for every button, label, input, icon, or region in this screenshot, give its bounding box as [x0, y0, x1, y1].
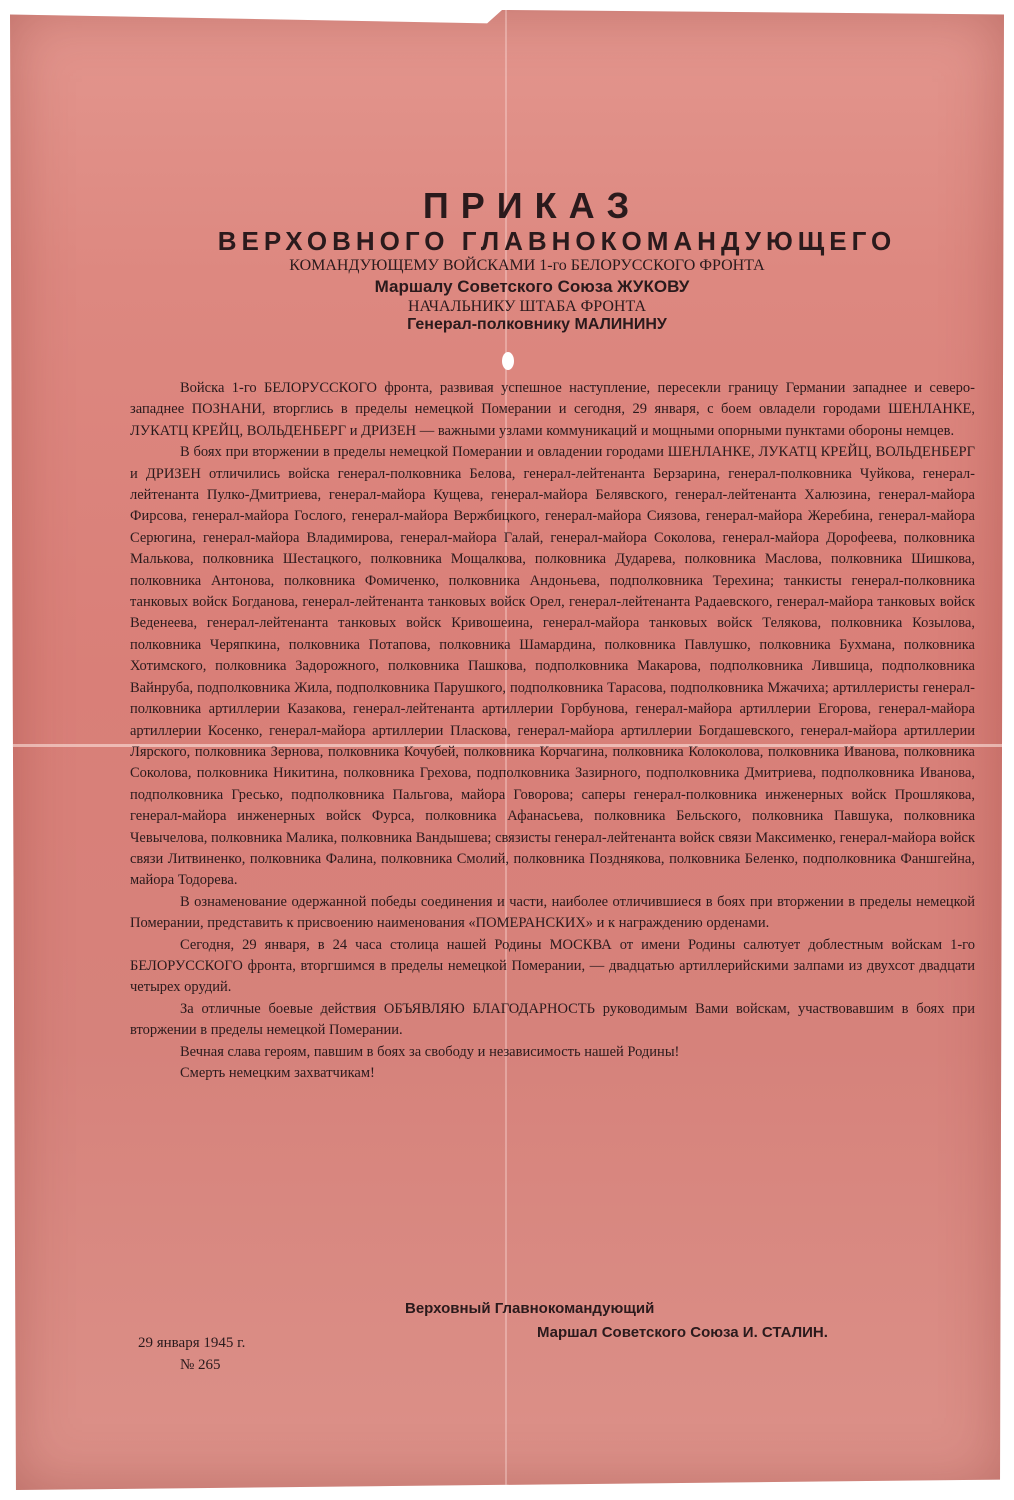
signature-name: Маршал Советского Союза И. СТАЛИН. — [537, 1324, 828, 1341]
date-block — [138, 1332, 245, 1376]
paper-hole — [502, 352, 514, 370]
signature-title: Верховный Главнокомандующий — [405, 1300, 655, 1317]
signature-block — [405, 1297, 828, 1345]
addressee-commander: КОМАНДУЮЩЕМУ ВОЙСКАМИ 1-го БЕЛОРУССКОГО ФРОНТА — [289, 257, 765, 274]
document-subtitle: ВЕРХОВНОГО ГЛАВНОКОМАНДУЮЩЕГО — [217, 226, 897, 256]
paragraph-1: Войска 1-го БЕЛОРУССКОГО фронта, развивая успешное наступление, пересекли границу Германии западнее и северо-западнее ПОЗНАНИ, вторглись в пределы немецкой Померании и сегодня, 29 января, с боем овладели городами ШЕНЛАНКЕ, ЛУКАТЦ КРЕЙЦ, ВОЛЬДЕНБЕРГ и ДРИЗЕН — важными узлами коммуникаций и мощными опорными пунктами обороны немцев. — [130, 380, 975, 439]
addressee-marshal: Маршалу Советского Союза ЖУКОВУ — [374, 277, 690, 296]
document-body — [130, 378, 975, 1084]
paragraph-5: За отличные боевые действия ОБЪЯВЛЯЮ БЛАГОДАРНОСТЬ руководимым Вами войскам, участвовавшим в боях при вторжении в пределы немецкой Померании. — [130, 1000, 975, 1039]
order-date: 29 января 1945 г. — [138, 1335, 246, 1351]
addressee-chief-of-staff: НАЧАЛЬНИКУ ШТАБА ФРОНТА — [407, 298, 647, 315]
paragraph-6: Вечная слава героям, павшим в боях за свободу и независимость нашей Родины! — [180, 1043, 680, 1060]
paragraph-3: В ознаменование одержанной победы соединения и части, наиболее отличившиеся в боях при вторжении в пределы немецкой Померании, представить к присвоению наименования «ПОМЕРАНСКИХ» и к награждению орденами. — [130, 893, 975, 932]
document-title: ПРИКАЗ — [422, 185, 642, 226]
order-number: № 265 — [180, 1357, 221, 1373]
addressee-general: Генерал-полковнику МАЛИНИНУ — [407, 316, 667, 333]
document-header — [0, 185, 1014, 333]
paragraph-7: Смерть немецким захватчикам! — [180, 1065, 375, 1081]
paragraph-2: В боях при вторжении в пределы немецкой Померании и овладении городами ШЕНЛАНКЕ, ЛУКАТЦ КРЕЙЦ, ВОЛЬДЕНБЕРГ и ДРИЗЕН отличились войска генерал-полковника Белова, генерал-лейтенанта Берзарина, генерал-полковника Чуйкова, генерал-лейтенанта Пулко-Дмитриева, генерал-майора Кущева, генерал-майора Белявского, генерал-лейтенанта Халюзина, генерал-майора Фирсова, генерал-майора Гослого, генерал-майора Вержбицкого, генерал-майора Сиязова, генерал-майора Жеребина, генерал-майора Серюгина, генерал-майора Владимирова, генерал-майора Галай, генерал-майора Соколова, генерал-майора Дорофеева, полковника Малькова, полковника Шестацкого, полковника Мощалкова, полковника Дударева, полковника Маслова, полковника Шишкова, полковника Антонова, полковника Фомиченко, полковника Андоньева, подполковника Терехина; танкисты генерал-полковника танковых войск Богданова, генерал-лейтенанта танковых войск Орел, генерал-лейтенанта Радаевского, генерал-майора танковых войск Веденеева, генерал-лейтенанта танковых войск Кривошеина, генерал-майора танковых войск Телякова, полковника Козылова, полковника Черяпкина, полковника Потапова, полковника Шамардина, полковника Павлушко, полковника Бухмана, полковника Хотимского, полковника Задорожного, полковника Пашкова, подполковника Макарова, подполковника Лившица, подполковника Вайнруба, подполковника Жила, подполковника Парушкого, подполковника Тарасова, подполковника Мжачиха; артиллеристы генерал-полковника артиллерии Казакова, генерал-лейтенанта артиллерии Горбунова, генерал-майора артиллерии Егорова, генерал-майора артиллерии Косенко, генерал-майора артиллерии Пласкова, генерал-майора артиллерии Богдашевского, генерал-майора артиллерии Лярского, полковника Зернова, полковника Кочубей, полковника Корчагина, полковника Колоколова, полковника Иванова, полковника Соколова, полковника Никитина, полковника Грехова, подполковника Зазирного, подполковника Дмитриева, подполковника Иванова, подполковника Гресько, подполковника Пальгова, майора Говорова; саперы генерал-полковника инженерных войск Прошлякова, генерал-майора инженерных войск Фурса, полковника Афанасьева, полковника Бельского, полковника Павшука, полковника Чевычелова, полковника Малика, полковника Вандышева; связисты генерал-лейтенанта войск связи Максименко, генерал-майора войск связи Литвиненко, полковника Фалина, полковника Смолий, полковника Позднякова, полковника Беленко, подполковника Фаншгейна, майора Тодорева. — [130, 444, 975, 889]
paragraph-4: Сегодня, 29 января, в 24 часа столица нашей Родины МОСКВА от имени Родины салютует доблестным войскам 1-го БЕЛОРУССКОГО фронта, вторгшимся в пределы немецкой Померании, — двадцатью артиллерийскими залпами из двухсот двадцати четырех орудий. — [130, 936, 975, 996]
